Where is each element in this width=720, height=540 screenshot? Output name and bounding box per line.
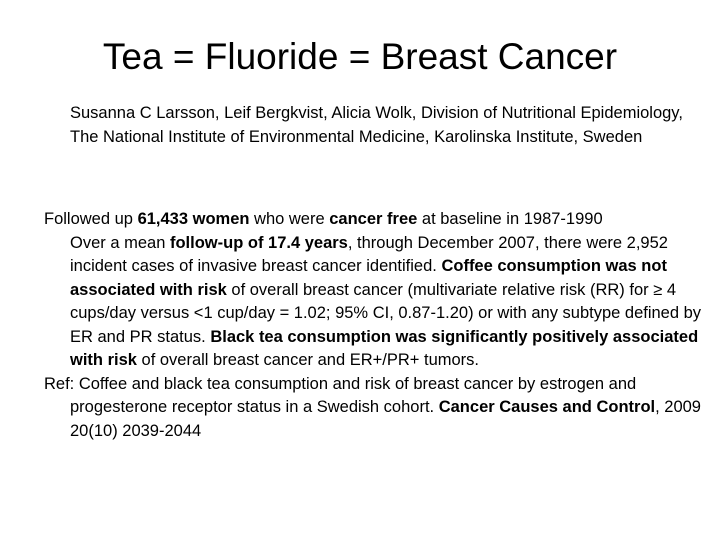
text: , through December 2007, there were 2,952 incident cases of invasive breast cancer identified. bbox=[70, 233, 668, 275]
study-summary bbox=[44, 208, 704, 232]
bold-text: 61,433 women bbox=[137, 210, 250, 228]
text: Over a mean bbox=[70, 233, 170, 252]
bold-text: Black tea consumption was significantly positively associated with risk bbox=[70, 327, 699, 369]
text: who were bbox=[249, 210, 330, 228]
text: , 2009 20(10) 2039-2044 bbox=[70, 398, 701, 440]
reference bbox=[44, 373, 704, 444]
text: Followed up bbox=[44, 210, 138, 228]
journal-name: Cancer Causes and Control bbox=[438, 398, 656, 416]
text: at baseline in 1987-1990 bbox=[417, 210, 603, 228]
slide-body bbox=[44, 208, 704, 443]
bold-text: follow-up of 17.4 years bbox=[169, 233, 348, 252]
bold-text: cancer free bbox=[329, 210, 418, 228]
text: of overall breast cancer and ER+/PR+ tumors. bbox=[136, 351, 480, 369]
text: of overall breast cancer (multivariate relative risk (RR) for ≥ 4 cups/day versus <1 cup/day = 1.02; 95% CI, 0.87-1.20) or with any subtype defined by ER and PR status. bbox=[70, 280, 702, 346]
authors-affiliation: Susanna C Larsson, Leif Bergkvist, Alicia Wolk, Division of Nutritional Epidemiology, The National Institute of Environmental Medicine, Karolinska Institute, Sweden bbox=[70, 104, 683, 146]
slide-title: Tea = Fluoride = Breast Cancer bbox=[102, 36, 618, 77]
study-findings bbox=[44, 232, 704, 373]
text: Ref: Coffee and black tea consumption and risk of breast cancer by estrogen and progesterone receptor status in a Swedish cohort. bbox=[44, 374, 637, 416]
bold-text: Coffee consumption was not associated with risk bbox=[70, 257, 667, 299]
